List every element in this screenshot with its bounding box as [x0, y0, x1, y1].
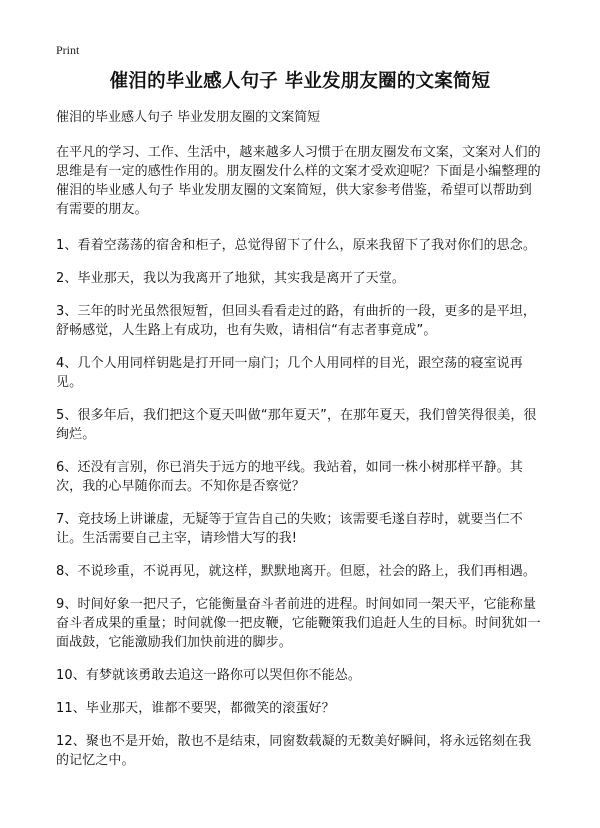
quote-item-8: 8、不说珍重，不说再见，就这样，默默地离开。但愿，社会的路上，我们再相遇。 — [56, 564, 536, 579]
quote-item-5: 5、很多年后，我们把这个夏天叫做“那年夏天”，在那年夏天，我们曾笑得很美，很绚烂。 — [56, 408, 537, 442]
article-title: 催泪的毕业感人句子 毕业发朋友圈的文案简短 — [109, 71, 491, 92]
print-label: Print — [56, 43, 80, 57]
article-subtitle: 催泪的毕业感人句子 毕业发朋友圈的文案简短 — [56, 110, 321, 125]
quote-item-4: 4、几个人用同样钥匙是打开同一扇门；几个人用同样的目光，跟空荡的寝室说再见。 — [56, 356, 523, 390]
quote-item-3: 3、三年的时光虽然很短暂，但回头看看走过的路，有曲折的一段，更多的是平坦，舒畅感觉，人生路上有成功，也有失败，请相信“有志者事竟成”。 — [56, 304, 536, 338]
quote-item-6: 6、还没有言别，你已消失于远方的地平线。我站着，如同一株小树那样平静。其次，我的心早随你而去。不知你是否察觉？ — [56, 460, 523, 494]
quote-item-12: 12、聚也不是开始，散也不是结束，同窗数载凝的无数美好瞬间，将永远铭刻在我的记忆之中。 — [56, 734, 532, 768]
quote-item-10: 10、有梦就该勇敢去追这一路你可以哭但你不能怂。 — [56, 668, 361, 683]
quote-item-2: 2、毕业那天，我以为我离开了地狱，其实我是离开了天堂。 — [56, 271, 405, 286]
quote-list — [56, 236, 544, 770]
quote-item-7: 7、竞技场上讲谦虚，无疑等于宣告自己的失败；该需要毛遂自荐时，就要当仁不让。生活需要自己主宰，请珍惜大写的我! — [56, 512, 523, 546]
quote-item-9: 9、时间好象一把尺子，它能衡量奋斗者前进的进程。时间如同一架天平，它能称量奋斗者成果的重量；时间就像一把皮鞭，它能鞭策我们追赶人生的目标。时间犹如一面战鼓，它能激励我们加快前进的脚步。 — [56, 597, 541, 650]
quote-item-11: 11、毕业那天，谁都不要哭，都微笑的滚蛋好？ — [56, 701, 335, 716]
article-intro: 在平凡的学习、工作、生活中，越来越多人习惯于在朋友圈发布文案，文案对人们的思维是有一定的感性作用的。朋友圈发什么样的文案才受欢迎呢？下面是小编整理的催泪的毕业感人句子 毕业发朋友圈的文案简短，供大家参考借鉴，希望可以帮助到有需要的朋友。 — [56, 145, 541, 217]
quote-item-1: 1、看着空荡荡的宿舍和柜子，总觉得留下了什么，原来我留下了我对你们的思念。 — [56, 238, 536, 253]
